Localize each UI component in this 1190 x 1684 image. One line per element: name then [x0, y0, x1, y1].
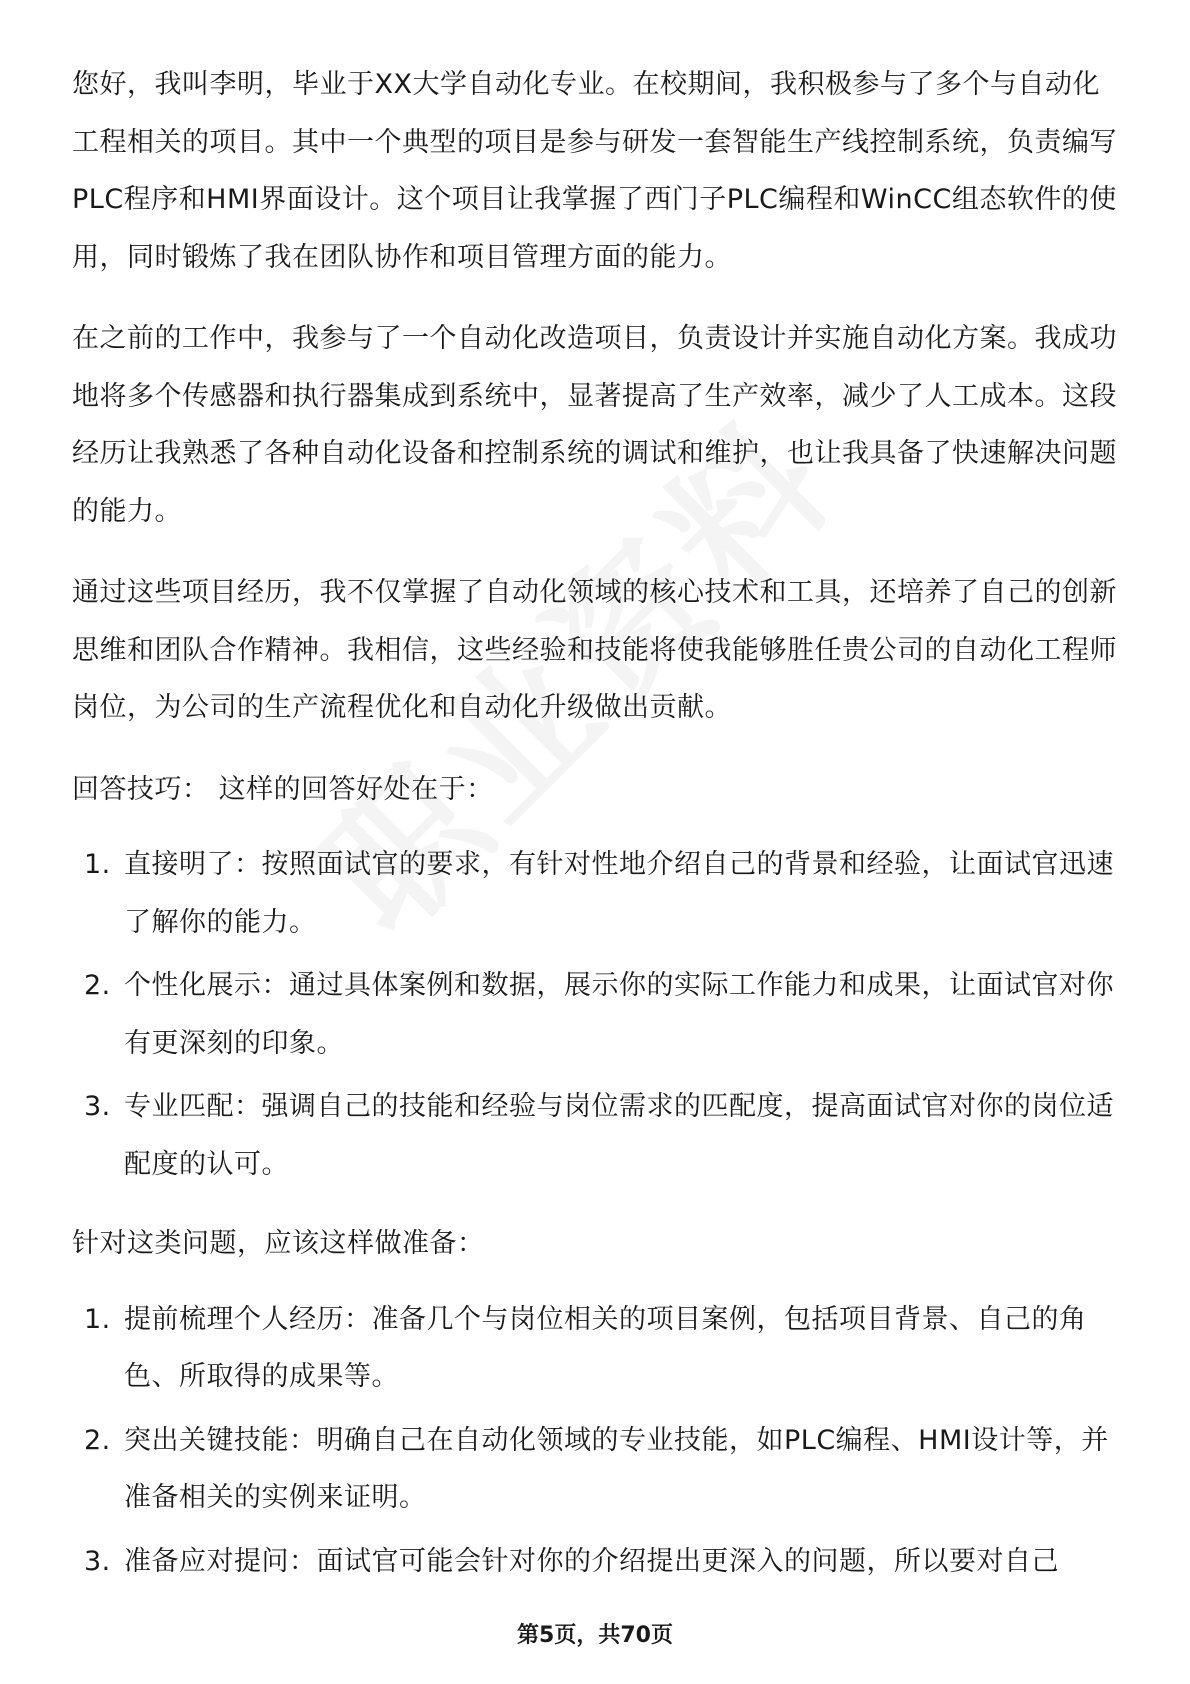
tips-list — [72, 836, 1122, 1193]
list-item-text: 直接明了：按照面试官的要求，有针对性地介绍自己的背景和经验，让面试官迅速了解你的能力。 — [124, 849, 1114, 938]
list-item — [72, 1078, 1122, 1193]
list-number: 2. — [84, 1424, 111, 1456]
list-item — [72, 1412, 1122, 1527]
paragraph-work-experience: 在之前的工作中，我参与了一个自动化改造项目，负责设计并实施自动化方案。我成功地将多个传感器和执行器集成到系统中，显著提高了生产效率，减少了人工成本。这段经历让我熟悉了各种自动化设备和控制系统的调试和维护，也让我具备了快速解决问题的能力。 — [72, 323, 1117, 527]
list-item-text: 提前梳理个人经历：准备几个与岗位相关的项目案例，包括项目背景、自己的角色、所取得的成果等。 — [124, 1303, 1087, 1392]
list-number: 3. — [84, 1545, 111, 1577]
list-number: 1. — [84, 849, 111, 880]
list-item — [72, 836, 1122, 951]
list-item — [72, 1291, 1122, 1406]
list-number: 1. — [84, 1303, 111, 1335]
paragraph-summary: 通过这些项目经历，我不仅掌握了自动化领域的核心技术和工具，还培养了自己的创新思维和团队合作精神。我相信，这些经验和技能将使我能够胜任贵公司的自动化工程师岗位，为公司的生产流程优化和自动化升级做出贡献。 — [72, 577, 1117, 723]
tips-heading: 回答技巧： 这样的回答好处在于： — [72, 773, 494, 805]
list-item-text: 个性化展示：通过具体案例和数据，展示你的实际工作能力和成果，让面试官对你有更深刻的印象。 — [124, 970, 1114, 1059]
list-item-text: 准备应对提问：面试官可能会针对你的介绍提出更深入的问题，所以要对自己 — [124, 1545, 1059, 1577]
page-number-footer: 第5页，共70页 — [517, 1623, 673, 1648]
paragraph-intro: 您好，我叫李明，毕业于XX大学自动化专业。在校期间，我积极参与了多个与自动化工程相关的项目。其中一个典型的项目是参与研发一套智能生产线控制系统，负责编写PLC程序和HMI界面设计。这个项目让我掌握了西门子PLC编程和WinCC组态软件的使用，同时锻炼了我在团队协作和项目管理方面的能力。 — [72, 69, 1117, 273]
list-item-text: 突出关键技能：明确自己在自动化领域的专业技能，如PLC编程、HMI设计等，并准备相关的实例来证明。 — [124, 1424, 1109, 1513]
list-number: 3. — [84, 1091, 111, 1122]
list-number: 2. — [84, 970, 111, 1001]
prep-list — [72, 1291, 1122, 1591]
document-page — [72, 56, 1122, 1612]
list-item-text: 专业匹配：强调自己的技能和经验与岗位需求的匹配度，提高面试官对你的岗位适配度的认可。 — [124, 1091, 1114, 1180]
list-item — [72, 1533, 1122, 1591]
prep-heading: 针对这类问题，应该这样做准备： — [72, 1228, 485, 1259]
list-item — [72, 957, 1122, 1072]
